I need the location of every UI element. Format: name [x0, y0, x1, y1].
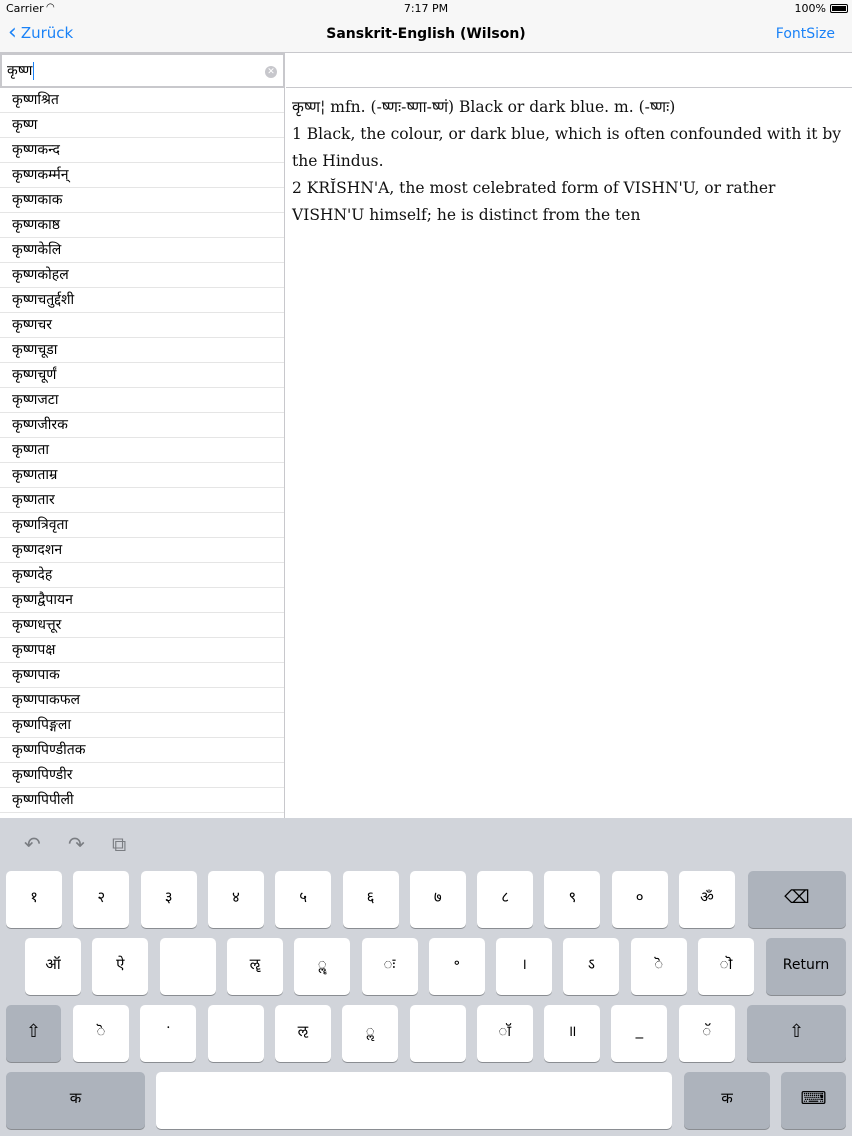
shift-icon: ⇧	[788, 1021, 805, 1042]
page-title: Sanskrit-English (Wilson)	[326, 26, 526, 42]
key-button[interactable]: ऽ	[563, 938, 619, 995]
search-field[interactable]	[0, 53, 285, 88]
keyboard-toolbar	[0, 818, 852, 868]
list-item[interactable]: कृष्णजीरक	[0, 413, 285, 438]
key-button[interactable]: ॢ	[342, 1005, 398, 1062]
list-item[interactable]: कृष्णपिण्डीर	[0, 763, 285, 788]
list-item[interactable]: कृष्णकर्म्मन्	[0, 163, 285, 188]
text-caret	[33, 62, 34, 80]
layout-switch-right-button[interactable]: क	[684, 1072, 770, 1129]
status-time: 7:17 PM	[403, 2, 449, 15]
delete-backspace-icon: ⌫	[784, 887, 810, 908]
list-item[interactable]: कृष्णदशन	[0, 538, 285, 563]
key-button[interactable]: ॐ	[679, 871, 735, 928]
key-button[interactable]: ॆ	[73, 1005, 129, 1062]
shift-left-button[interactable]	[6, 1005, 61, 1062]
navigation-bar	[0, 18, 852, 53]
paste-icon[interactable]: ⧉	[112, 832, 127, 856]
key-button[interactable]: ः	[362, 938, 418, 995]
key-button[interactable]: ॣ	[294, 938, 350, 995]
key-button[interactable]: १	[6, 871, 62, 928]
list-item[interactable]: कृष्णता	[0, 438, 285, 463]
list-item[interactable]: कृष्णकेलि	[0, 238, 285, 263]
return-button[interactable]: Return	[766, 938, 846, 995]
list-item[interactable]: कृष्णकन्द	[0, 138, 285, 163]
list-item[interactable]: कृष्णजटा	[0, 388, 285, 413]
list-item[interactable]: कृष्ण	[0, 113, 285, 138]
list-item[interactable]: कृष्णपाकफल	[0, 688, 285, 713]
list-item[interactable]: कृष्णताम्र	[0, 463, 285, 488]
list-item[interactable]: कृष्णकाष्ठ	[0, 213, 285, 238]
battery-icon	[830, 4, 848, 13]
list-item[interactable]: कृष्णश्रित	[0, 88, 285, 113]
list-item[interactable]: कृष्णकाक	[0, 188, 285, 213]
shift-right-button[interactable]	[747, 1005, 846, 1062]
key-button[interactable]: २	[73, 871, 129, 928]
key-button[interactable]: ॥	[544, 1005, 600, 1062]
key-button[interactable]: ५	[275, 871, 331, 928]
status-bar	[0, 0, 852, 18]
chevron-left-icon: ‹	[8, 20, 17, 45]
undo-icon[interactable]: ↶	[24, 832, 41, 856]
layout-switch-left-button[interactable]: क	[6, 1072, 145, 1129]
list-item[interactable]: कृष्णद्वैपायन	[0, 588, 285, 613]
key-button[interactable]	[208, 1005, 264, 1062]
key-button[interactable]: ॰	[429, 938, 485, 995]
key-button[interactable]: ॉ	[477, 1005, 533, 1062]
clear-circle-icon[interactable]: ✕	[265, 66, 277, 78]
key-button[interactable]	[410, 1005, 466, 1062]
key-button[interactable]: ३	[141, 871, 197, 928]
key-button[interactable]: ऑ	[25, 938, 81, 995]
carrier-label: Carrier	[6, 2, 44, 15]
list-item[interactable]: कृष्णचतुर्द्दशी	[0, 288, 285, 313]
list-item[interactable]: कृष्णपिङ्गला	[0, 713, 285, 738]
key-button[interactable]: ऐ	[92, 938, 148, 995]
list-item[interactable]: कृष्णचूडा	[0, 338, 285, 363]
key-button[interactable]: ॊ	[698, 938, 754, 995]
list-item[interactable]: कृष्णचर	[0, 313, 285, 338]
key-button[interactable]: ऌ	[275, 1005, 331, 1062]
list-item[interactable]: कृष्णचूर्णं	[0, 363, 285, 388]
list-item[interactable]: कृष्णपिण्डीतक	[0, 738, 285, 763]
list-item[interactable]: कृष्णपाक	[0, 663, 285, 688]
list-item[interactable]: कृष्णकोहल	[0, 263, 285, 288]
key-button[interactable]: ६	[343, 871, 399, 928]
word-list-panel	[0, 53, 285, 818]
key-button[interactable]: ॡ	[227, 938, 283, 995]
detail-header	[286, 53, 852, 88]
shift-icon: ⇧	[25, 1021, 42, 1042]
definition-line: 1 Black, the colour, or dark blue, which is often confounded with it by the Hindus.	[292, 125, 842, 170]
key-button[interactable]: ॱ	[140, 1005, 196, 1062]
key-button[interactable]	[160, 938, 216, 995]
delete-button[interactable]	[748, 871, 846, 928]
list-item[interactable]: कृष्णपक्ष	[0, 638, 285, 663]
hide-keyboard-button[interactable]	[781, 1072, 846, 1129]
list-item[interactable]: कृष्णतार	[0, 488, 285, 513]
word-list[interactable]	[0, 88, 285, 813]
key-button[interactable]: ॅ	[679, 1005, 735, 1062]
key-button[interactable]: ॆ	[631, 938, 687, 995]
redo-icon[interactable]: ↷	[68, 832, 85, 856]
list-item[interactable]: कृष्णधत्तूर	[0, 613, 285, 638]
key-button[interactable]: ९	[544, 871, 600, 928]
key-button[interactable]: ४	[208, 871, 264, 928]
key-button[interactable]: ८	[477, 871, 533, 928]
definition-line: कृष्ण¦ mfn. (-ष्णः-ष्णा-ष्णं) Black or dark blue. m. (-ष्णः)	[292, 98, 676, 116]
keyboard-hide-icon: ⌨	[800, 1088, 827, 1109]
list-item[interactable]: कृष्णत्रिवृता	[0, 513, 285, 538]
back-button-label: Zurück	[20, 24, 74, 42]
key-button[interactable]: ७	[410, 871, 466, 928]
search-input-value: कृष्ण	[7, 63, 33, 79]
key-button[interactable]: ०	[612, 871, 668, 928]
definition-line: 2 KRĬSHN'A, the most celebrated form of VISHN'U, or rather VISHN'U himself; he is distinct from the ten	[292, 179, 776, 224]
font-size-button[interactable]: FontSize	[775, 26, 835, 42]
list-item[interactable]: कृष्णपिपीली	[0, 788, 285, 813]
space-bar[interactable]	[156, 1072, 672, 1129]
key-button[interactable]: ।	[496, 938, 552, 995]
search-input[interactable]	[7, 61, 34, 80]
definition-text	[292, 94, 842, 229]
wifi-icon: ◠	[46, 2, 55, 13]
list-item[interactable]: कृष्णदेह	[0, 563, 285, 588]
battery-percent: 100%	[794, 2, 826, 15]
keyboard	[0, 818, 852, 1136]
key-button[interactable]: _	[611, 1005, 667, 1062]
